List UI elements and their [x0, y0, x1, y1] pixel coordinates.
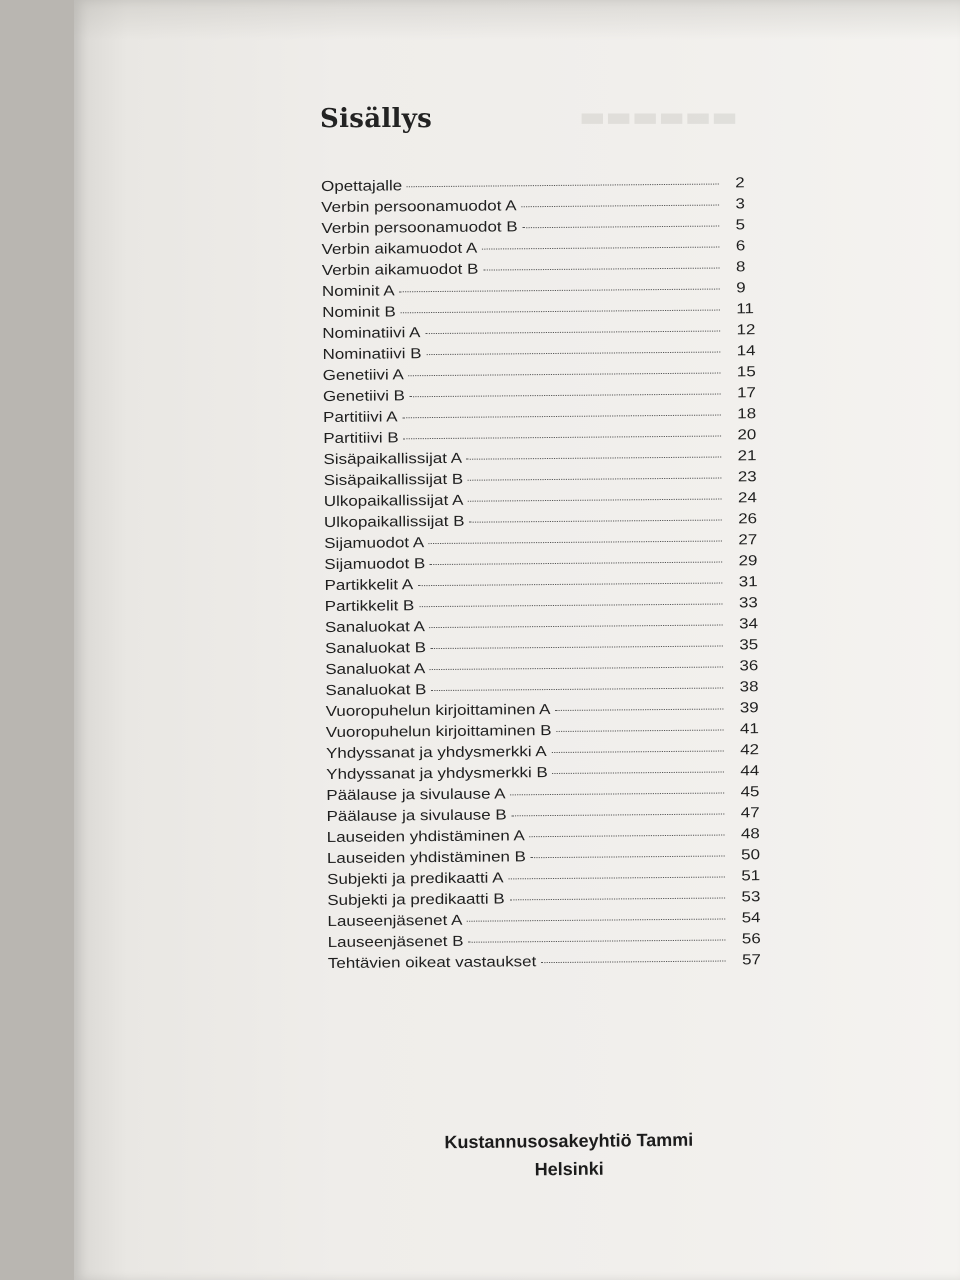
dot-leader [467, 919, 725, 922]
dot-leader [531, 856, 725, 859]
toc-entry-page-number: 2 [735, 175, 745, 192]
toc-entry-page-number: 20 [737, 427, 757, 444]
toc-entry-label: Partikkelit A [324, 577, 414, 594]
dot-leader [530, 835, 725, 838]
dot-leader [429, 541, 722, 545]
toc-entry-label: Sanaluokat B [325, 640, 427, 657]
toc-entry-label: Sanaluokat B [325, 682, 427, 699]
dot-leader [431, 646, 723, 650]
dot-leader [551, 751, 723, 754]
toc-entry-page-number: 5 [735, 217, 746, 234]
toc-entry-page-number: 56 [741, 931, 761, 948]
dot-leader [510, 793, 724, 796]
dot-leader [468, 939, 725, 942]
toc-entry-page-number: 8 [735, 259, 746, 276]
toc-entry-label: Verbin aikamuodot A [321, 240, 478, 258]
dot-leader [409, 373, 721, 377]
toc-entry-page-number: 48 [740, 826, 760, 843]
toc-entry-page-number: 6 [735, 238, 746, 255]
toc-entry-label: Vuoropuhelun kirjoittaminen B [325, 723, 552, 741]
toc-entry-page-number: 31 [738, 574, 758, 591]
toc-entry-page-number: 33 [738, 595, 758, 612]
toc-entry-page-number: 57 [741, 952, 761, 969]
dot-leader [521, 205, 719, 208]
toc-entry-page-number: 45 [740, 784, 760, 801]
dot-leader [410, 394, 721, 398]
dot-leader [399, 289, 720, 293]
page-title: Sisällys [320, 104, 433, 134]
toc-entry-page-number: 38 [739, 679, 759, 696]
toc-entry [328, 950, 773, 975]
toc-entry-label: Verbin persoonamuodot A [321, 198, 517, 216]
toc-entry-label: Opettajalle [321, 178, 403, 195]
dot-leader [468, 499, 722, 502]
dot-leader [402, 415, 721, 419]
dot-leader [400, 310, 720, 314]
toc-entry-page-number: 53 [741, 889, 761, 906]
toc-entry-page-number: 41 [739, 721, 759, 738]
toc-entry-page-number: 34 [739, 616, 759, 633]
toc-entry-label: Ulkopaikallissijat B [323, 513, 465, 531]
dot-leader [556, 730, 723, 732]
publisher-name: Kustannusosakeyhtiö Tammi [444, 1129, 694, 1153]
dot-leader [555, 709, 723, 711]
dot-leader [425, 331, 720, 335]
page-top-shadow [74, 0, 960, 40]
toc-entry-page-number: 14 [736, 343, 756, 360]
dot-leader [431, 688, 723, 692]
dot-leader [552, 772, 724, 774]
dot-leader [426, 352, 720, 356]
toc-entry-page-number: 29 [738, 553, 758, 570]
table-of-contents [321, 173, 773, 975]
toc-entry-label: Sanaluokat A [325, 661, 426, 678]
toc-entry-label: Lauseiden yhdistäminen A [326, 828, 525, 846]
toc-entry-label: Yhdyssanat ja yhdysmerkki B [326, 765, 548, 783]
toc-entry-label: Tehtävien oikeat vastaukset [327, 954, 537, 972]
dot-leader [430, 562, 722, 566]
toc-entry-label: Yhdyssanat ja yhdysmerkki A [325, 744, 547, 762]
toc-entry-page-number: 35 [739, 637, 759, 654]
toc-entry-label: Nominit B [322, 304, 396, 321]
toc-entry-page-number: 39 [739, 700, 759, 717]
toc-entry-label: Sijamuodot A [324, 535, 425, 552]
dot-leader [508, 877, 725, 880]
toc-entry-label: Partikkelit B [324, 598, 415, 615]
publisher-block [374, 1125, 765, 1185]
dot-leader [482, 247, 719, 250]
toc-entry-page-number: 18 [737, 406, 757, 423]
toc-entry-label: Päälause ja sivulause B [326, 807, 507, 825]
toc-entry-label: Lauseenjäsenet B [327, 933, 464, 951]
bleed-through-text: ▬▬▬▬▬▬ [579, 100, 738, 133]
dot-leader [469, 520, 722, 523]
toc-entry-page-number: 50 [741, 847, 761, 864]
dot-leader [430, 667, 723, 671]
toc-entry-page-number: 21 [737, 448, 757, 465]
toc-entry-page-number: 17 [737, 385, 757, 402]
toc-entry-label: Ulkopaikallissijat A [323, 492, 464, 510]
toc-entry-label: Sanaluokat A [324, 619, 426, 636]
dot-leader [419, 604, 723, 608]
toc-entry-label: Genetiivi A [322, 367, 404, 384]
toc-entry-page-number: 23 [737, 469, 757, 486]
toc-entry-page-number: 15 [736, 364, 756, 381]
dot-leader [511, 814, 724, 817]
toc-entry-page-number: 12 [736, 322, 756, 339]
toc-entry-label: Verbin persoonamuodot B [321, 219, 518, 237]
toc-entry-page-number: 42 [740, 742, 760, 759]
toc-entry-label: Nominatiivi B [322, 346, 422, 363]
dot-leader [467, 457, 721, 460]
dot-leader [522, 226, 719, 229]
dot-leader [430, 625, 723, 629]
toc-entry-page-number: 51 [741, 868, 761, 885]
dot-leader [407, 184, 719, 188]
dot-leader [468, 478, 722, 481]
toc-entry-page-number: 9 [736, 280, 746, 297]
toc-entry-label: Sisäpaikallissijat A [323, 450, 463, 468]
book-page [74, 0, 960, 1280]
toc-entry-label: Sisäpaikallissijat B [323, 471, 464, 489]
dot-leader [418, 583, 722, 587]
toc-entry-label: Nominit A [321, 283, 395, 300]
toc-entry-page-number: 3 [735, 196, 745, 213]
toc-entry-page-number: 24 [737, 490, 757, 507]
toc-entry-label: Partitiivi B [323, 430, 399, 447]
toc-entry-label: Subjekti ja predikaatti A [327, 870, 504, 888]
toc-entry-page-number: 26 [738, 511, 758, 528]
dot-leader [483, 268, 720, 271]
toc-entry-label: Vuoropuhelun kirjoittaminen A [325, 702, 551, 720]
dot-leader [541, 960, 726, 963]
toc-entry-label: Lauseiden yhdistäminen B [326, 849, 527, 867]
toc-entry-label: Sijamuodot B [324, 556, 426, 573]
toc-entry-page-number: 54 [741, 910, 761, 927]
toc-entry-label: Genetiivi B [322, 388, 406, 405]
dot-leader [509, 898, 725, 901]
toc-entry-label: Verbin aikamuodot B [321, 261, 479, 279]
toc-entry-label: Päälause ja sivulause A [326, 786, 506, 804]
toc-entry-page-number: 11 [736, 301, 755, 318]
toc-entry-page-number: 44 [740, 763, 760, 780]
dot-leader [403, 436, 721, 440]
toc-entry-page-number: 47 [740, 805, 760, 822]
toc-entry-label: Partitiivi A [323, 409, 398, 426]
toc-entry-page-number: 36 [739, 658, 759, 675]
toc-entry-label: Nominatiivi A [322, 325, 421, 342]
toc-entry-page-number: 27 [738, 532, 758, 549]
toc-entry-label: Lauseenjäsenet A [327, 912, 463, 930]
toc-entry-label: Subjekti ja predikaatti B [327, 891, 505, 909]
publisher-city: Helsinki [534, 1158, 604, 1180]
